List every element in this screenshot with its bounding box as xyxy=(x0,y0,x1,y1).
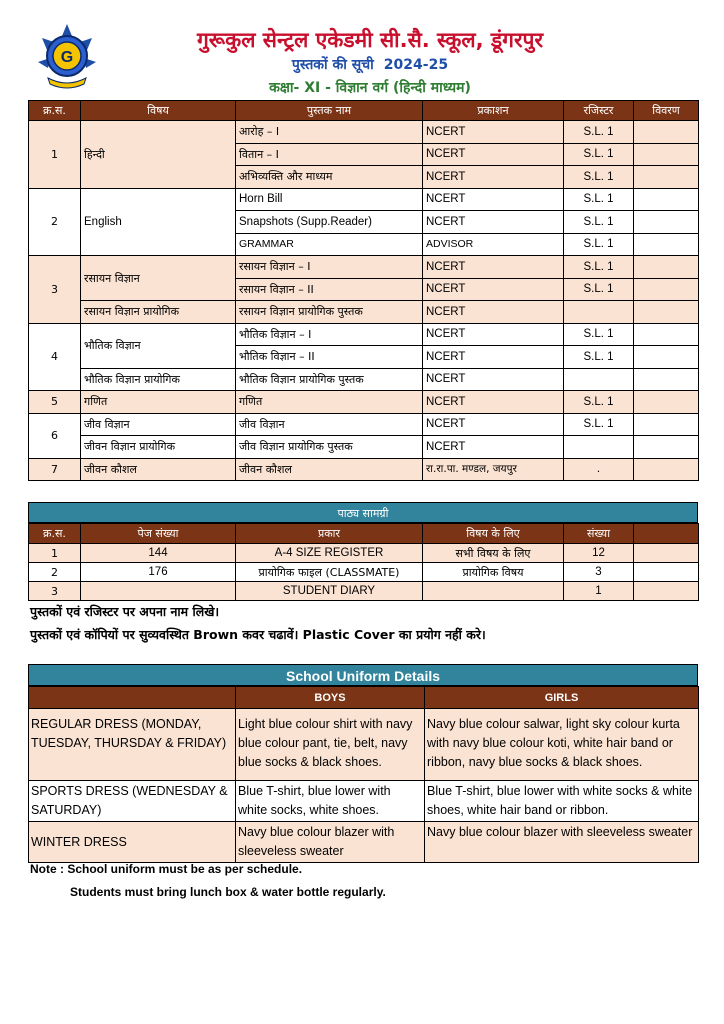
table-row xyxy=(29,709,699,781)
pages-cell: 144 xyxy=(81,544,236,563)
register-cell: S.L. 1 xyxy=(564,391,634,414)
details-cell xyxy=(634,143,699,166)
col-header-boys: BOYS xyxy=(236,687,425,709)
details-cell xyxy=(634,166,699,189)
publisher-cell: रा.रा.पा. मण्डल, जयपुर xyxy=(423,458,564,481)
uniform-banner: School Uniform Details xyxy=(28,664,698,686)
col-header-dress-type xyxy=(29,687,236,709)
col-header-for-subject: विषय के लिए xyxy=(423,524,564,544)
subject-cell: English xyxy=(81,188,236,256)
sno-cell: 2 xyxy=(29,563,81,582)
uniform-header-row xyxy=(29,687,699,709)
blank-cell xyxy=(634,582,699,601)
boys-uniform-cell: Navy blue colour blazer with sleeveless sweater xyxy=(236,822,425,863)
sno-cell: 1 xyxy=(29,544,81,563)
register-cell xyxy=(564,436,634,459)
lunch-box-note: Students must bring lunch box & water bottle regularly. xyxy=(70,885,386,899)
boys-uniform-cell: Light blue colour shirt with navy blue colour pant, tie, belt, navy blue socks & black shoes. xyxy=(236,709,425,781)
book-cell: GRAMMAR xyxy=(236,233,423,256)
register-cell: . xyxy=(564,458,634,481)
table-row xyxy=(29,368,699,391)
subject-cell: हिन्दी xyxy=(81,121,236,189)
details-cell xyxy=(634,323,699,346)
publisher-cell: NCERT xyxy=(423,436,564,459)
book-cell: जीव विज्ञान प्रायोगिक पुस्तक xyxy=(236,436,423,459)
table-row xyxy=(29,781,699,822)
book-cell: वितान – I xyxy=(236,143,423,166)
book-cell: भौतिक विज्ञान – II xyxy=(236,346,423,369)
books-table xyxy=(28,100,699,481)
col-header-subject: विषय xyxy=(81,101,236,121)
publisher-cell: NCERT xyxy=(423,188,564,211)
book-cell: अभिव्यक्ति और माध्यम xyxy=(236,166,423,189)
col-header-sno: क्र.स. xyxy=(29,101,81,121)
details-cell xyxy=(634,458,699,481)
subject-cell: जीव विज्ञान xyxy=(81,413,236,436)
col-header-blank xyxy=(634,524,699,544)
publisher-cell: NCERT xyxy=(423,323,564,346)
col-header-girls: GIRLS xyxy=(425,687,699,709)
dress-type-cell: WINTER DRESS xyxy=(29,822,236,863)
dress-type-cell: REGULAR DRESS (MONDAY, TUESDAY, THURSDAY & FRIDAY) xyxy=(29,709,236,781)
table-row xyxy=(29,563,699,582)
details-cell xyxy=(634,278,699,301)
book-list-title xyxy=(120,55,620,74)
subject-cell: भौतिक विज्ञान प्रायोगिक xyxy=(81,368,236,391)
count-cell: 12 xyxy=(564,544,634,563)
publisher-cell: NCERT xyxy=(423,278,564,301)
publisher-cell: NCERT xyxy=(423,143,564,166)
book-cell: रसायन विज्ञान – II xyxy=(236,278,423,301)
book-cell: जीवन कौशल xyxy=(236,458,423,481)
type-cell: A-4 SIZE REGISTER xyxy=(236,544,423,563)
sno-cell: 4 xyxy=(29,323,81,391)
sno-cell: 5 xyxy=(29,391,81,414)
book-cell: गणित xyxy=(236,391,423,414)
subject-cell: रसायन विज्ञान प्रायोगिक xyxy=(81,301,236,324)
table-row xyxy=(29,436,699,459)
girls-uniform-cell: Navy blue colour salwar, light sky colour kurta with navy blue colour koti, white hair band or ribbon, navy blue socks & black shoes. xyxy=(425,709,699,781)
book-cell: रसायन विज्ञान – I xyxy=(236,256,423,279)
publisher-cell: NCERT xyxy=(423,391,564,414)
register-cell xyxy=(564,301,634,324)
publisher-cell: NCERT xyxy=(423,413,564,436)
book-cell: भौतिक विज्ञान प्रायोगिक पुस्तक xyxy=(236,368,423,391)
uniform-table xyxy=(28,686,699,863)
col-header-register: रजिस्टर xyxy=(564,101,634,121)
type-cell: प्रायोगिक फाइल (CLASSMATE) xyxy=(236,563,423,582)
details-cell xyxy=(634,188,699,211)
col-header-sno: क्र.स. xyxy=(29,524,81,544)
table-row xyxy=(29,121,699,144)
cover-instruction: पुस्तकों एवं कॉपियों पर सुव्यवस्थित Brown कवर चढावें। Plastic Cover का प्रयोग नहीं करे। xyxy=(30,627,486,642)
col-header-type: प्रकार xyxy=(236,524,423,544)
table-row xyxy=(29,391,699,414)
sno-cell: 6 xyxy=(29,413,81,458)
col-header-pages: पेज संख्या xyxy=(81,524,236,544)
publisher-cell: NCERT xyxy=(423,368,564,391)
for-subject-cell xyxy=(423,582,564,601)
register-cell: S.L. 1 xyxy=(564,121,634,144)
details-cell xyxy=(634,301,699,324)
details-cell xyxy=(634,121,699,144)
boys-uniform-cell: Blue T-shirt, blue lower with white socks, white shoes. xyxy=(236,781,425,822)
table-row xyxy=(29,301,699,324)
book-cell: भौतिक विज्ञान – I xyxy=(236,323,423,346)
school-logo xyxy=(36,22,98,92)
girls-uniform-cell: Navy blue colour blazer with sleeveless sweater xyxy=(425,822,699,863)
logo-letter: G xyxy=(60,49,74,66)
subject-cell: गणित xyxy=(81,391,236,414)
count-cell: 3 xyxy=(564,563,634,582)
sno-cell: 3 xyxy=(29,256,81,324)
blank-cell xyxy=(634,563,699,582)
register-cell: S.L. 1 xyxy=(564,188,634,211)
count-cell: 1 xyxy=(564,582,634,601)
girls-uniform-cell: Blue T-shirt, blue lower with white socks & white shoes, white hair band or ribbon. xyxy=(425,781,699,822)
subject-cell: भौतिक विज्ञान xyxy=(81,323,236,368)
details-cell xyxy=(634,256,699,279)
material-header-row xyxy=(29,524,699,544)
study-material-table xyxy=(28,523,699,601)
register-cell: S.L. 1 xyxy=(564,278,634,301)
details-cell xyxy=(634,233,699,256)
register-cell: S.L. 1 xyxy=(564,211,634,234)
books-header-row xyxy=(29,101,699,121)
book-cell: जीव विज्ञान xyxy=(236,413,423,436)
table-row xyxy=(29,323,699,346)
school-name: गुरूकुल सेन्ट्रल एकेडमी सी.सै. स्कूल, डूंगरपुर xyxy=(196,28,544,52)
table-row xyxy=(29,188,699,211)
table-row xyxy=(29,582,699,601)
register-cell: S.L. 1 xyxy=(564,323,634,346)
register-cell: S.L. 1 xyxy=(564,346,634,369)
blank-cell xyxy=(634,544,699,563)
subject-cell: रसायन विज्ञान xyxy=(81,256,236,301)
book-cell: रसायन विज्ञान प्रायोगिक पुस्तक xyxy=(236,301,423,324)
publisher-cell: NCERT xyxy=(423,211,564,234)
col-header-book-name: पुस्तक नाम xyxy=(236,101,423,121)
sno-cell: 3 xyxy=(29,582,81,601)
table-row xyxy=(29,413,699,436)
book-cell: आरोह – I xyxy=(236,121,423,144)
subject-cell: जीवन विज्ञान प्रायोगिक xyxy=(81,436,236,459)
for-subject-cell: सभी विषय के लिए xyxy=(423,544,564,563)
register-cell: S.L. 1 xyxy=(564,166,634,189)
details-cell xyxy=(634,368,699,391)
name-instruction: पुस्तकों एवं रजिस्टर पर अपना नाम लिखे। xyxy=(30,604,220,619)
col-header-publisher: प्रकाशन xyxy=(423,101,564,121)
table-row xyxy=(29,256,699,279)
pages-cell xyxy=(81,582,236,601)
list-title-text: पुस्तकों की सूची xyxy=(291,57,374,73)
publisher-cell: NCERT xyxy=(423,121,564,144)
publisher-cell: ADVISOR xyxy=(423,233,564,256)
table-row xyxy=(29,458,699,481)
register-cell: S.L. 1 xyxy=(564,413,634,436)
sno-cell: 1 xyxy=(29,121,81,189)
col-header-details: विवरण xyxy=(634,101,699,121)
sno-cell: 7 xyxy=(29,458,81,481)
for-subject-cell: प्रायोगिक विषय xyxy=(423,563,564,582)
details-cell xyxy=(634,436,699,459)
study-material-banner: पाठ्य सामग्री xyxy=(28,502,698,523)
class-title: कक्षा- XI - विज्ञान वर्ग (हिन्दी माध्यम) xyxy=(269,80,471,96)
uniform-schedule-note: Note : School uniform must be as per schedule. xyxy=(30,862,303,876)
register-cell: S.L. 1 xyxy=(564,256,634,279)
subject-cell: जीवन कौशल xyxy=(81,458,236,481)
book-cell: Snapshots (Supp.Reader) xyxy=(236,211,423,234)
details-cell xyxy=(634,413,699,436)
publisher-cell: NCERT xyxy=(423,301,564,324)
table-row xyxy=(29,544,699,563)
type-cell: STUDENT DIARY xyxy=(236,582,423,601)
session-year: 2024-25 xyxy=(383,57,449,73)
sno-cell: 2 xyxy=(29,188,81,256)
publisher-cell: NCERT xyxy=(423,256,564,279)
pages-cell: 176 xyxy=(81,563,236,582)
register-cell: S.L. 1 xyxy=(564,233,634,256)
publisher-cell: NCERT xyxy=(423,346,564,369)
publisher-cell: NCERT xyxy=(423,166,564,189)
book-cell: Horn Bill xyxy=(236,188,423,211)
table-row xyxy=(29,822,699,863)
details-cell xyxy=(634,211,699,234)
dress-type-cell: SPORTS DRESS (WEDNESDAY & SATURDAY) xyxy=(29,781,236,822)
register-cell xyxy=(564,368,634,391)
details-cell xyxy=(634,391,699,414)
details-cell xyxy=(634,346,699,369)
col-header-count: संख्या xyxy=(564,524,634,544)
register-cell: S.L. 1 xyxy=(564,143,634,166)
